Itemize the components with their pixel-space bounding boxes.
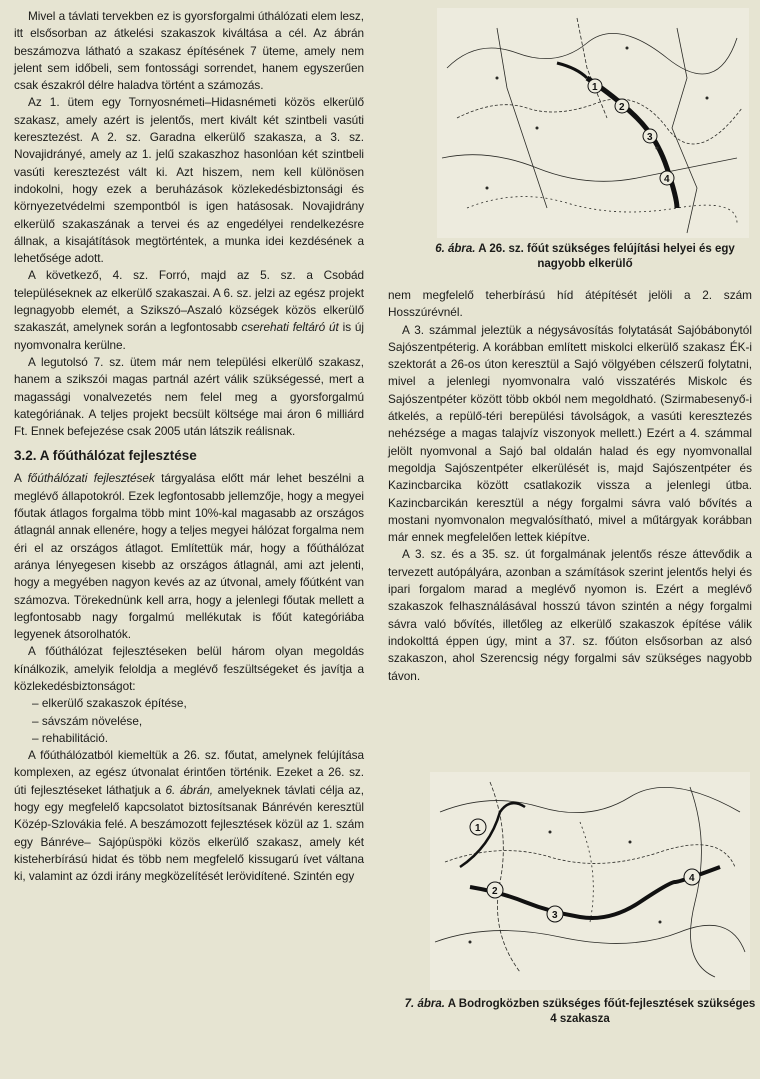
map-number: 1 [592,82,598,93]
paragraph: Mivel a távlati tervekben ez is gyorsforgalmi úthálózati elem lesz, itt elsősorban az átkelési szakaszok kiváltása a cél. Az ábrán beszámozva látható a szakasz építésének 7 üteme, amely nem jelent sem időbeli, sem fontossági sorrendet, hanem egyszerűen csak északról délre haladva történt a számozás. [14,9,364,93]
paragraph [14,470,364,643]
caption-text: A 26. sz. főút szükséges felújítási helyei és egy nagyobb elkerülő [475,243,735,270]
paragraph: nem megfelelő teherbírású híd átépítését jelöli a 2. szám Hosszúrévnél. [388,288,752,320]
map-number: 4 [689,873,695,884]
map-number: 2 [492,886,498,897]
text-run: A következő, 4. sz. Forró, majd az 5. sz. a Csobád településeknek az elkerülő szakaszai. A 6. sz. jelzi az egész projekt legnagyobb elemét, a Szikszó–Aszaló községek közös elkerülő szakaszát, amelynek során a legfontosabb [14,268,364,335]
figure-7-caption [400,997,760,1027]
paragraph: A főúthálózat fejlesztéseken belül három olyan megoldás kínálkozik, amelyik feloldja a meglévő feszültségeket és javítja a közlekedésbiztonságot: [14,644,364,693]
emphasis: 6. ábrán, [165,782,214,797]
text-run: tárgyalása előtt már lehet beszélni a meglévő állapotokról. Ezek legfontosabb jellemzője, hogy a megyei főutak átlagos forgalma több mint 10%-kal magasabb az országos átlagnál annak ellenére, hogy a teljes megyei hálózat forgalma nem éri el az országos átlagot. Említettük már, hogy a főúthálózat aránya lényegesen kisebb az országos átlagnál, ami azt jelenti, hogy a megyében nagyon kevés az az útvonal, amely főútként van számozva. Törekednünk kell arra, hogy a jelenlegi főutak mellett a legfontosabb nagy forgalmú mellékutak is főút kategóriába legyenek átsorolhatók. [14,471,364,642]
map-number: 4 [664,174,670,185]
map-illustration [430,772,750,990]
map-number: 2 [619,102,625,113]
list-item: – rehabilitáció. [32,730,364,747]
text-run: is új nyomvonalra kerülne. [14,320,364,352]
paragraph: A 3. számmal jeleztük a négysávosítás folytatását Sajóbábonytól Sajószentpéterig. A korábban említett miskolci elkerülő szakasz ÉK-i szektorát a 26-os úton keresztül a Sajó völgyében célszerű folytatni, mivel a jelenlegi nyomvonalra való visszatérés Miskolc és Sajószentpéter között több okból nem megoldható. (Szirmabesenyő-i átkelés, a repülő-téri berepülési távolságok, a vasúti keresztezés nehézsége a magas talajvíz viszonyok mellett.) Ezért a 4. számmal jelölt nyomvonal a Sajó bal oldalán halad és egy nyomvonallal megoldja Sajószentpéter elkerülését is, majd Sajószentpéter és Kazincbarcika között csatlakozik vissza a jelenlegi útba. Kazincbarcikán keresztül a négy forgalmi sávra való bővítés a mostani nyomvonalon megvalósítható, mivel a műtárgyak korábban már ennek megfelelően lettek kiépítve. [388,322,752,545]
list-item: – sávszám növelése, [32,713,364,730]
paragraph: A 3. sz. és a 35. sz. út forgalmának jelentős része áttevődik a tervezett autópályára, azonban a számítások szerint jelentős helyi és ipari forgalom marad a meglévő nyomon is. Ezért a meglévő szakaszok felhasználásával hosszú távon szintén a négy forgalmi sávra való bővítés, illetőleg az elkerülő szakaszok építése válik indokolttá éppen úgy, mint a 37. sz. főúton elsősorban az alsó szakaszon, ahol Szerencsig négy forgalmi sáv szükséges nagyobb távon. [388,547,752,683]
map-illustration [437,8,749,238]
emphasis: cserehati feltáró út [241,320,339,335]
figure-7-map [430,772,750,990]
text-run: amelyeknek távlati célja az, hogy egy megfelelő kapcsolatot biztosítsanak Bánrévén keresztül Közép-Szlovákia felé. A beszámozott fejlesztések közül az 1. szám egy Bánréve– Sajópüspöki közös elkerülő szakasz, amely két kisteherbírású hidat és több nem megfelelő kissugarú ívet váltana ki, valamint az ózdi irány megközelítését lerövidítené. Szintén egy [14,782,364,884]
map-number: 1 [475,823,481,834]
caption-text: A Bodrogközben szükséges főút-fejlesztések szükséges 4 szakasza [444,998,756,1025]
paragraph: Az 1. ütem egy Tornyosnémeti–Hidasnémeti közös elkerülő szakasz, amely azért is jelentős, mert kivált két szintbeli vasúti keresztezést. A 2. sz. Garadna elkerülő szakasza, a 3. sz. Novajidrányé, amely az 1. jelű szakaszhoz hasonlóan két szintbeli vasúti keresztezést vált ki. Azt hiszem, nem kell különösen indokolni, hogy ezek a beruházások közlekedésbiztonsági és környezetvédelmi szempontból is igen hatásosak. Novajidrány elkerülő szakaszának a tervei és az engedélyei rendelkezésre állnak, a kisajátítások megtörténtek, a munka idei kezdésének a lehetősége adott. [14,95,364,266]
paragraph: A legutolsó 7. sz. ütem már nem települési elkerülő szakasz, hanem a szikszói magas partnál azért válik szükségessé, mert a magassági vonalvezetés nem felel meg a gyorsforgalmú kategóriának. A teljes projekt becsült költsége mai áron 6 milliárd Ft. Ennek befejezése csak 2005 után látszik reálisnak. [14,354,364,439]
text-run: A főúthálózatból kiemeltük a 26. sz. főutat, amelynek felújítása komplexen, az egész útvonalat érintően történik. Ezeket a 26. sz. úti fejlesztéseket láthatjuk a [14,748,364,797]
paragraph [14,747,364,885]
left-column [14,8,364,886]
paragraph [14,267,364,353]
bullet-list [14,695,364,747]
figure-6-map [437,8,749,238]
list-item: – elkerülő szakaszok építése, [32,695,364,712]
map-number: 3 [647,132,653,143]
emphasis: főúthálózati fejlesztések [27,471,155,486]
text-run: A [14,471,28,486]
figure-label: 6. ábra. [435,243,476,255]
figure-label: 7. ábra. [404,998,445,1010]
figure-6-caption [410,242,760,272]
right-column [388,287,752,685]
map-number: 3 [552,910,558,921]
section-heading: 3.2. A főúthálózat fejlesztése [14,448,197,464]
